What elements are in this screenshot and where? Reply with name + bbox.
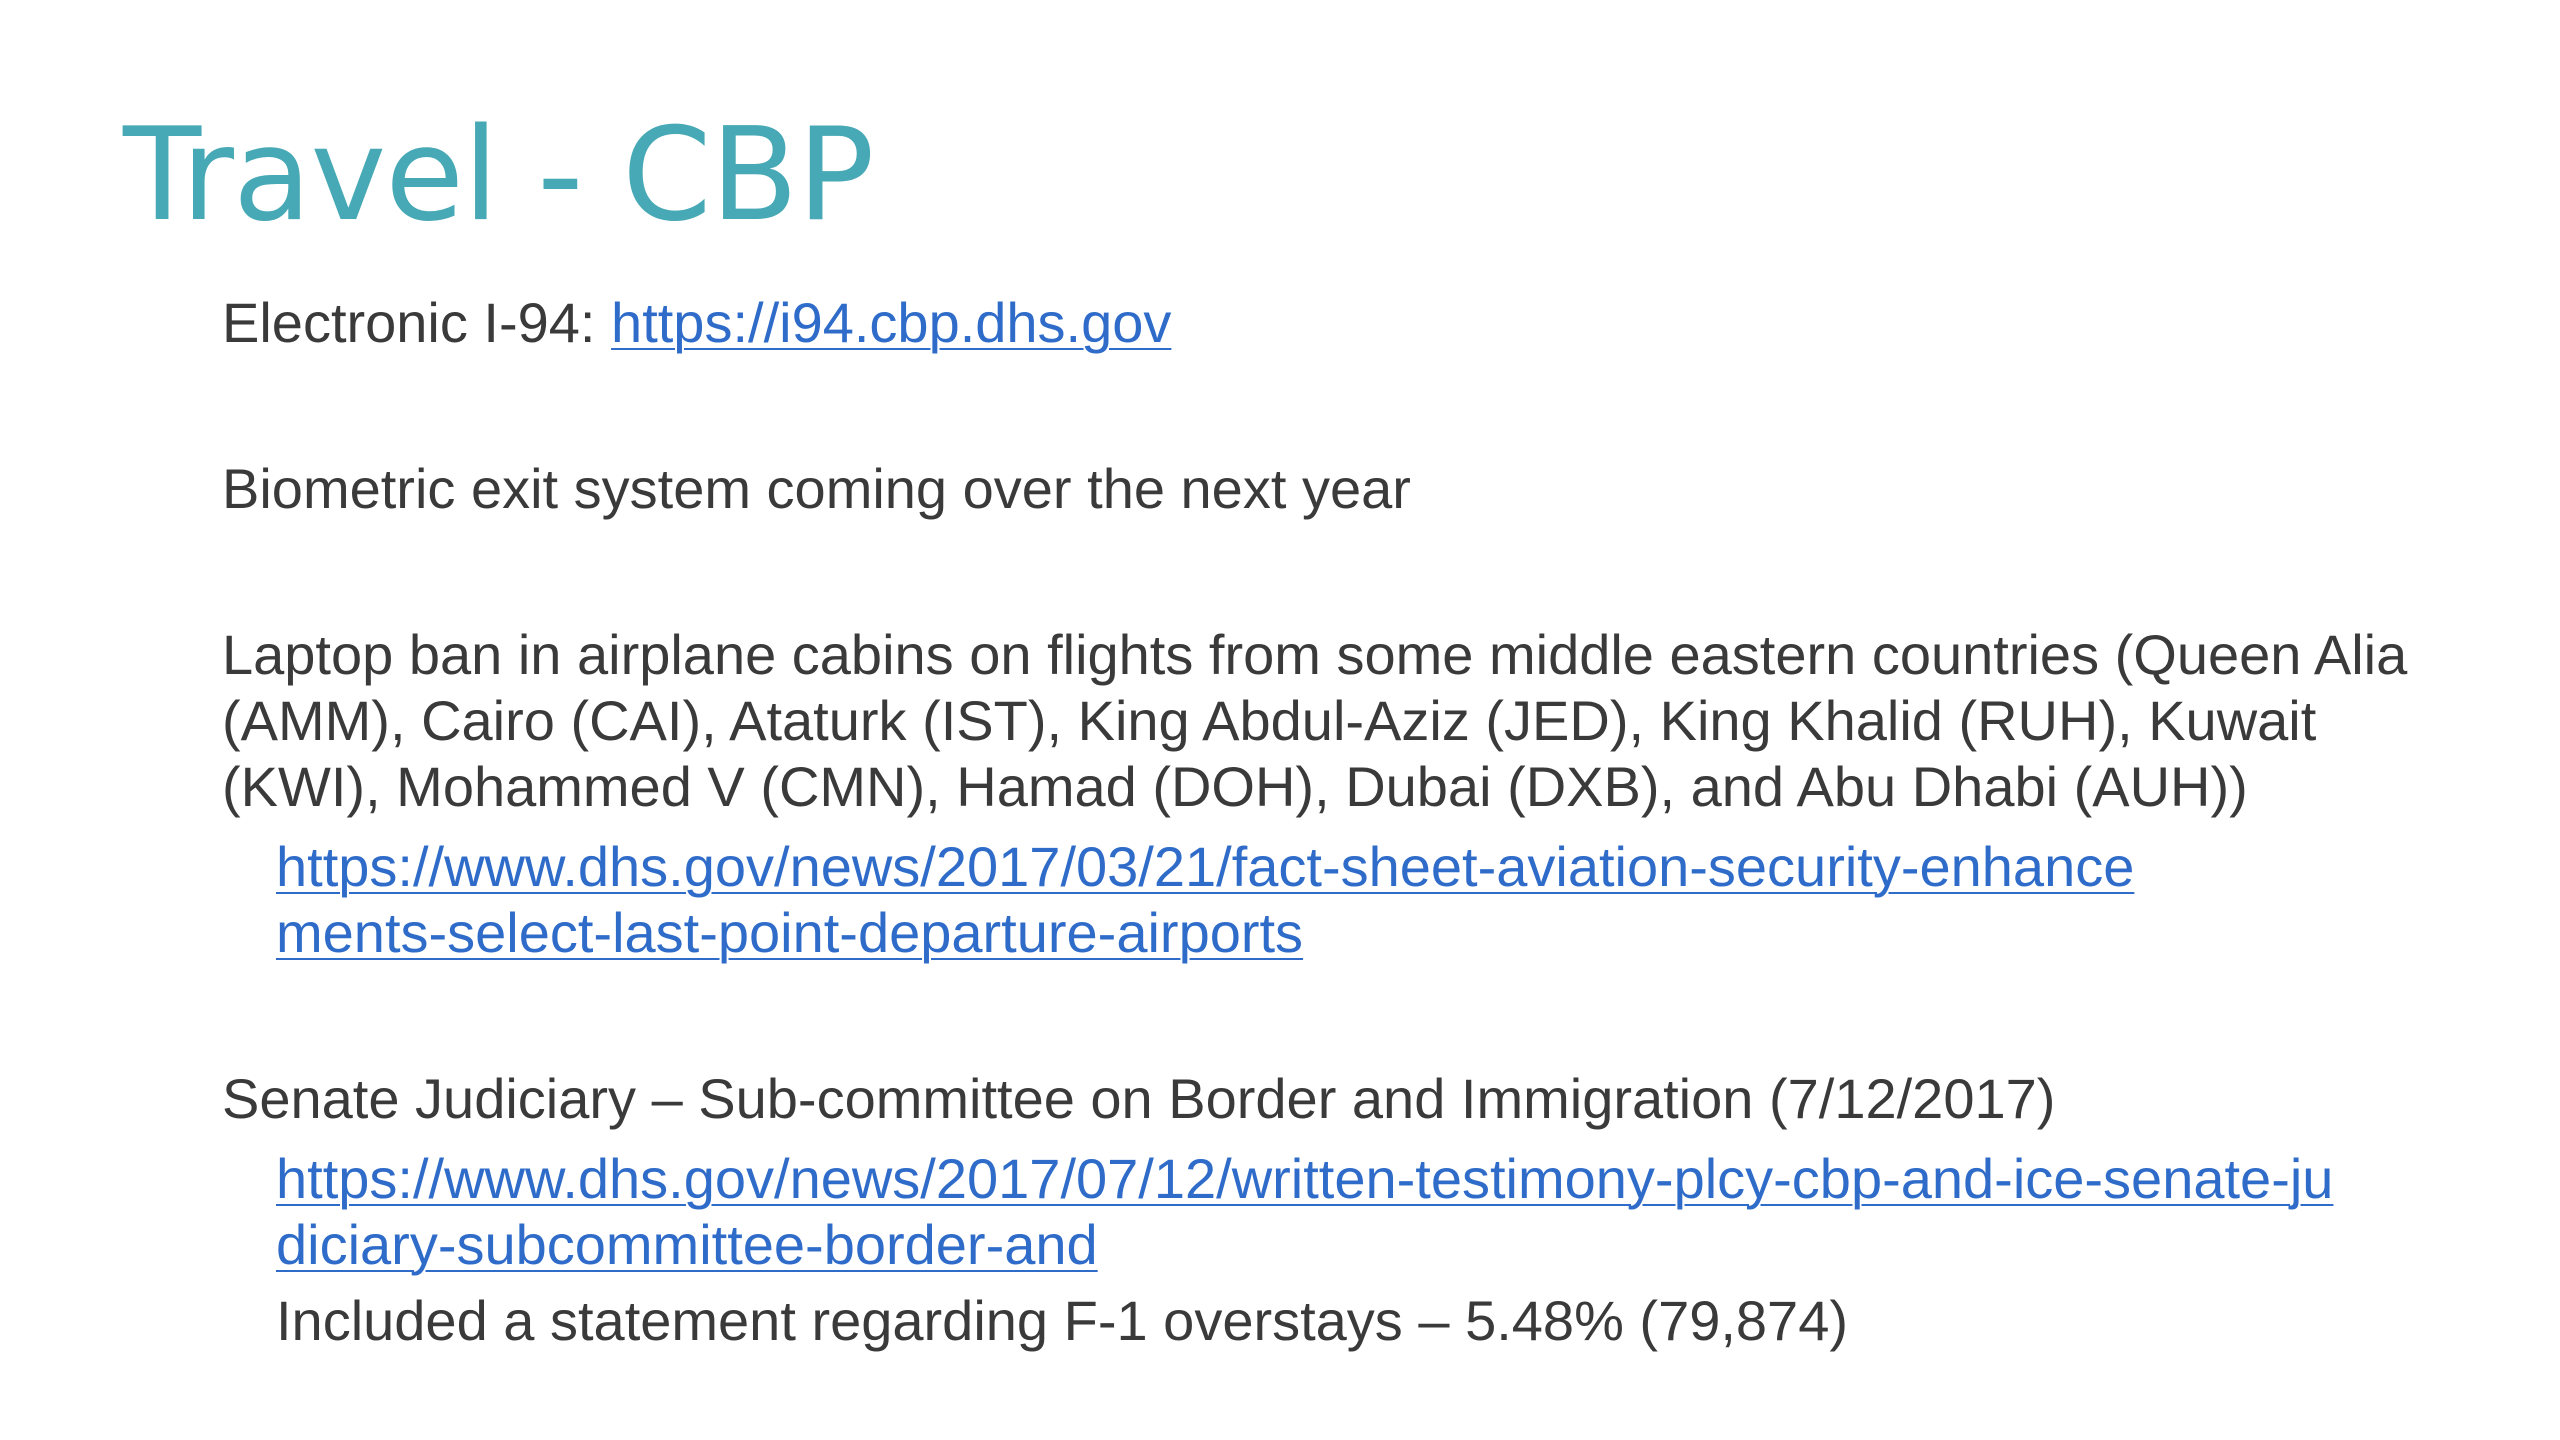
laptop-link-block <box>276 834 2452 966</box>
senate-testimony-link[interactable]: https://www.dhs.gov/news/2017/07/12/written-testimony-plcy-cbp-and-ice-senate-judiciary-subcommittee-border-and <box>276 1147 2334 1276</box>
senate-link-block <box>276 1146 2452 1278</box>
i94-label: Electronic I-94: <box>222 291 612 354</box>
laptop-paragraph: Laptop ban in airplane cabins on flights from some middle eastern countries (Queen Alia (AMM), Cairo (CAI), Ataturk (IST), King Abdul-Aziz (JED), King Khalid (RUH), Kuwait (KWI), Mohammed V (CMN), Hamad (DOH), Dubai (DXB), and Abu Dhabi (AUH)) <box>222 623 2408 818</box>
biometric-paragraph: Biometric exit system coming over the next year <box>222 457 1411 520</box>
i94-paragraph <box>222 290 2452 356</box>
overstay-note: Included a statement regarding F-1 overstays – 5.48% (79,874) <box>276 1289 1848 1352</box>
slide-title: Travel - CBP <box>123 101 874 250</box>
laptop-fact-sheet-link[interactable]: https://www.dhs.gov/news/2017/03/21/fact-sheet-aviation-security-enhancements-select-last-point-departure-airports <box>276 835 2135 964</box>
slide-body <box>222 290 2452 1354</box>
senate-paragraph: Senate Judiciary – Sub-committee on Border and Immigration (7/12/2017) <box>222 1067 2056 1130</box>
i94-link[interactable]: https://i94.cbp.dhs.gov <box>611 291 1172 354</box>
